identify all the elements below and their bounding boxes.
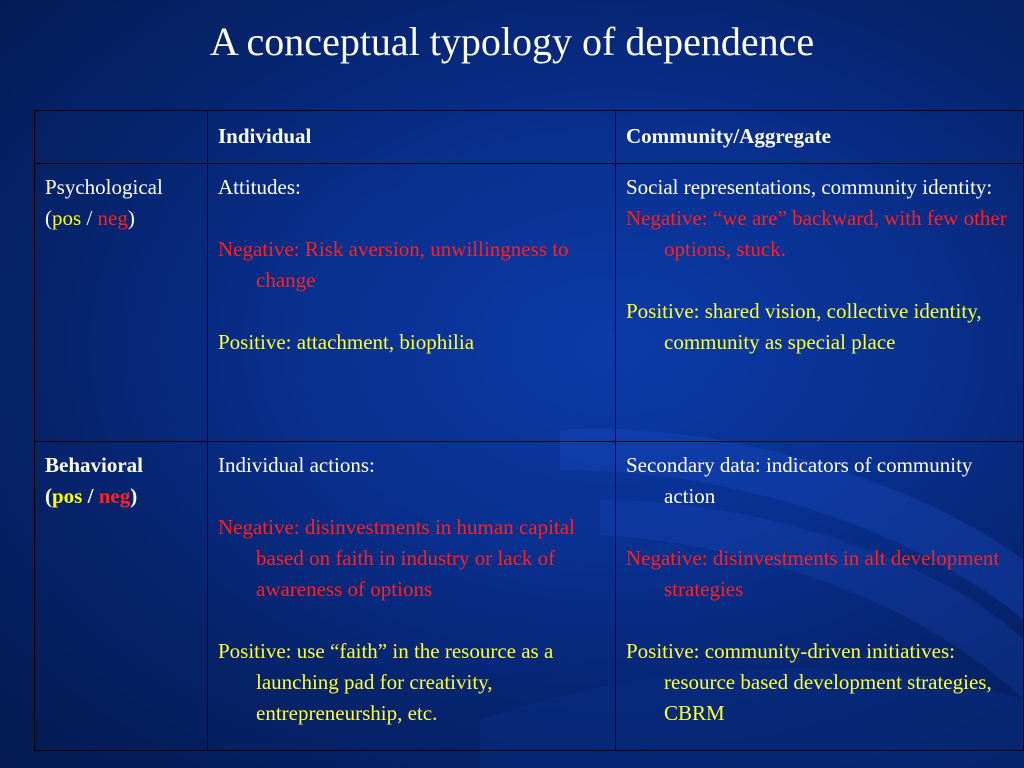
cell-intro: Social representations, community identity: — [626, 175, 993, 199]
paren-open: ( — [45, 484, 52, 508]
cell-intro: Attitudes: — [218, 175, 301, 199]
row-label-cell — [35, 164, 208, 442]
cell-intro: Individual actions: — [218, 453, 375, 477]
cell-negative: Negative: Risk aversion, unwillingness to change — [218, 237, 569, 292]
cell-positive: Positive: use “faith” in the resource as a launching pad for creativity, entrepreneurship, etc. — [218, 639, 554, 725]
pos-neg-legend — [45, 481, 198, 512]
neg-tag: neg — [97, 206, 128, 230]
separator: / — [81, 206, 98, 230]
cell-negative: Negative: disinvestments in alt development strategies — [626, 546, 1000, 601]
slide-title: A conceptual typology of dependence — [209, 19, 815, 64]
row-label-psychological: Psychological — [45, 175, 163, 199]
cell-negative: Negative: disinvestments in human capital based on faith in industry or lack of awareness of options — [218, 515, 575, 601]
cell-negative: Negative: “we are” backward, with few other options, stuck. — [626, 206, 1007, 261]
header-individual: Individual — [208, 111, 616, 164]
row-label-behavioral: Behavioral — [45, 453, 143, 477]
typology-table — [34, 110, 1024, 751]
paren-close: ) — [127, 206, 135, 230]
separator: / — [82, 484, 99, 508]
cell-intro: Secondary data: indicators of community action — [626, 453, 973, 508]
cell-psych-community — [616, 164, 1024, 442]
row-label-cell — [35, 442, 208, 751]
cell-positive: Positive: community-driven initiatives: resource based development strategies, CBRM — [626, 639, 992, 725]
table-row-behavioral — [35, 442, 1024, 751]
header-empty-cell — [35, 111, 208, 164]
table-header-row — [35, 111, 1024, 164]
pos-tag: pos — [52, 484, 83, 508]
paren-open: ( — [45, 206, 52, 230]
cell-positive: Positive: attachment, biophilia — [218, 330, 475, 354]
cell-behav-community — [616, 442, 1024, 751]
neg-tag: neg — [98, 484, 131, 508]
table-row-psychological — [35, 164, 1024, 442]
pos-tag: pos — [52, 206, 82, 230]
cell-psych-individual — [208, 164, 616, 442]
paren-close: ) — [130, 484, 138, 508]
cell-behav-individual — [208, 442, 616, 751]
header-community: Community/Aggregate — [616, 111, 1024, 164]
cell-positive: Positive: shared vision, collective identity, community as special place — [626, 299, 982, 354]
pos-neg-legend — [45, 203, 198, 234]
